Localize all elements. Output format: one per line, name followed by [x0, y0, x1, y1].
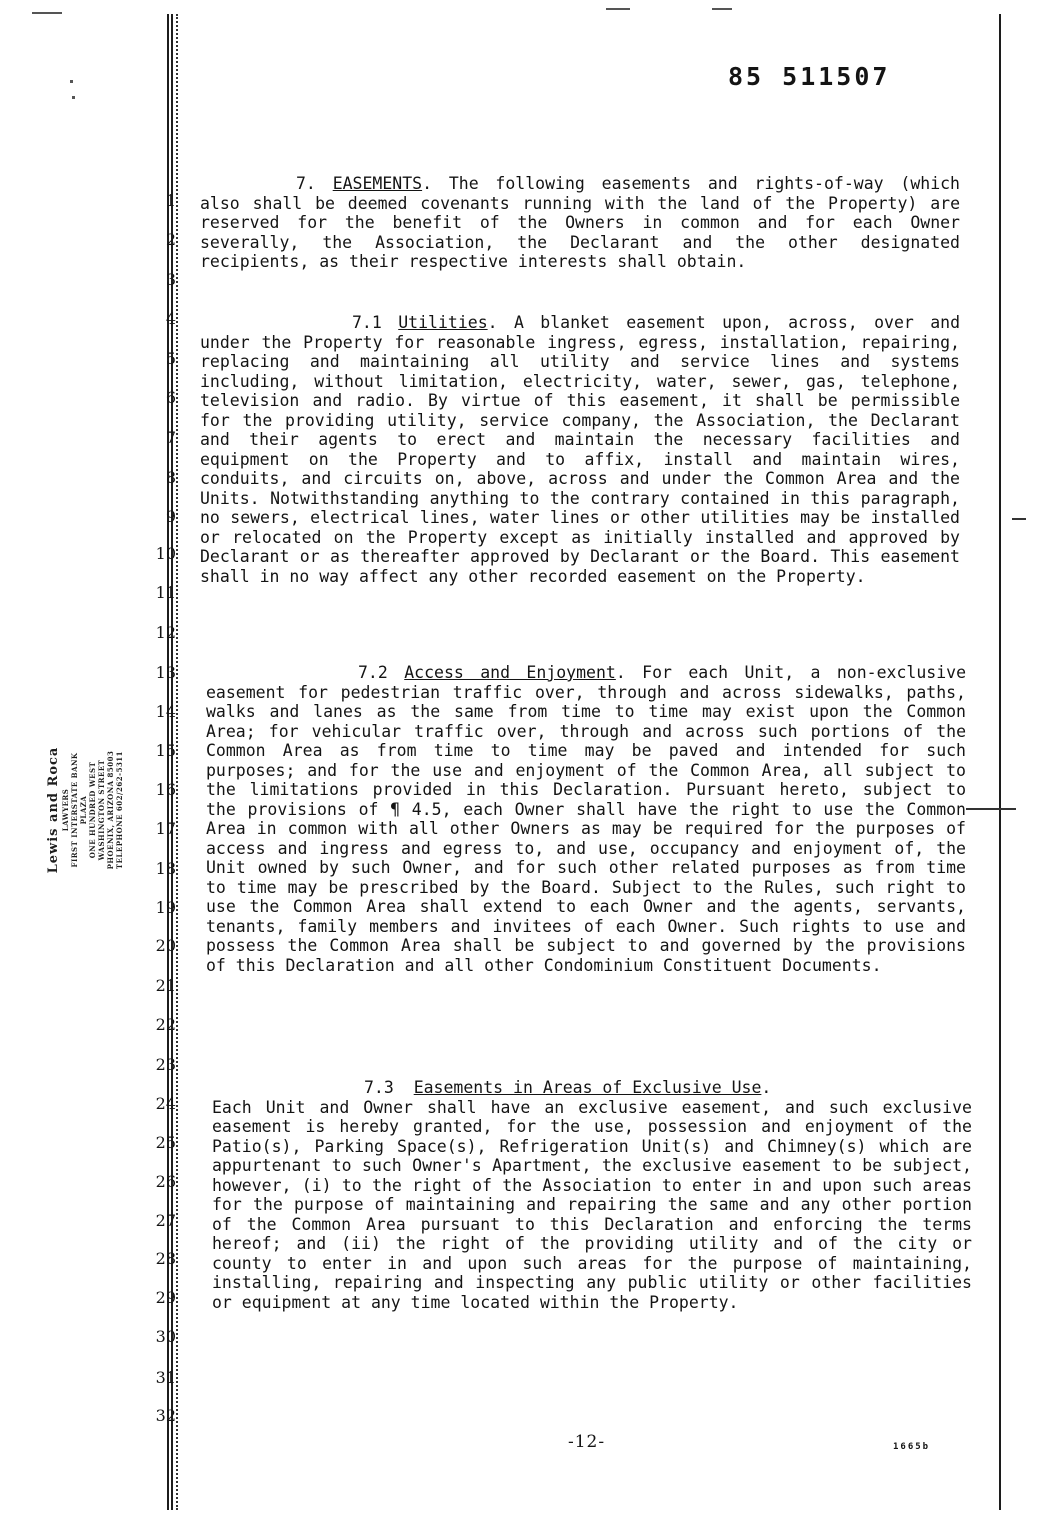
- section-body: . A blanket easement upon, across, over and under the Property for reasonable ingress, egress, installation, repairing, replacing and maintaining all utility and service lines and systems including, without limitation, electricity, water, sewer, gas, telephone, television and radio. By virtue of this easement, it shall be permissible for the providing utility, service company, the Association, the Declarant and their agents to erect and maintain the necessary facilities and equipment on the Property and to affix, install and maintain wires, conduits, and circuits on, above, across and under the Common Area and the Units. Notwithstanding anything to the contrary contained in this paragraph, no sewers, electrical lines, water lines or other utilities may be installed or relocated on the Property except as initially installed and approved by Declarant or as thereafter approved by Declarant or the Board. This easement shall in no way affect any other recorded easement on the Property.: [200, 313, 961, 586]
- section-7-2-access: [206, 663, 966, 975]
- paragraph: [200, 174, 960, 272]
- section-body: Each Unit and Owner shall have an exclusive easement, and such exclusive easement is hereby granted, for the use, possession and enjoyment of the Patio(s), Parking Space(s), Refrigeration Unit(s) and Chimney(s) which are appurtenant to such Owner's Apartment, the exclusive easement to be subject, however, (i) to the right of the Association to enter in and upon such areas for the purpose of maintaining and repairing the same and any other portion of the Common Area pursuant to this Declaration and enforcing the terms hereof; and (ii) the right of the providing utility and of the city or county to enter in and upon such areas for the purpose of maintaining, installing, repairing and inspecting any public utility or other facilities or equipment at any time located within the Property.: [212, 1097, 972, 1312]
- section-number: 7.1: [352, 313, 382, 332]
- section-heading: Easements in Areas of Exclusive Use: [413, 1078, 762, 1097]
- line-number: 30: [155, 1327, 176, 1346]
- page-number: -12-: [568, 1432, 606, 1452]
- section-number: 7.: [296, 174, 316, 193]
- paragraph: [200, 313, 960, 586]
- section-number: 7.2: [358, 663, 388, 682]
- line-number: 27: [155, 1211, 176, 1230]
- line-number: 16: [155, 780, 176, 799]
- line-number: 17: [155, 819, 176, 838]
- corner-mark: 1665b: [893, 1442, 931, 1452]
- line-number: 8: [165, 468, 176, 487]
- section-number: 7.3: [364, 1078, 394, 1097]
- line-number: 3: [165, 270, 176, 289]
- firm-street: ONE HUNDRED WEST WASHINGTON STREET: [88, 759, 106, 861]
- scan-speck: [712, 8, 732, 10]
- section-7-1-utilities: [200, 313, 960, 586]
- section-heading: Utilities: [398, 313, 488, 332]
- right-margin-rule: [999, 14, 1001, 1510]
- line-number: 13: [155, 663, 176, 682]
- line-number: 32: [155, 1406, 176, 1425]
- paragraph: [206, 663, 966, 975]
- line-number: 29: [155, 1288, 176, 1307]
- section-heading: EASEMENTS: [332, 174, 423, 193]
- line-number: 24: [155, 1094, 176, 1113]
- line-number: 22: [155, 1015, 176, 1034]
- line-number: 11: [155, 583, 176, 602]
- line-number: 15: [155, 741, 176, 760]
- line-number: 19: [155, 898, 176, 917]
- line-number: 20: [155, 936, 176, 955]
- margin-mark: [966, 808, 1016, 810]
- line-number: 10: [155, 544, 176, 563]
- line-number: 6: [165, 388, 176, 407]
- section-heading: Access and Enjoyment: [404, 663, 616, 682]
- section-body: . The following easements and rights-of-way (which also shall be deemed covenants running with the land of the Property) are reserved for the benefit of the Owners in common and for each Owner severally, the Association, the Declarant and the other designated recipients, as their respective interests shall obtain.: [200, 174, 960, 271]
- firm-building: FIRST INTERSTATE BANK PLAZA: [70, 752, 88, 868]
- line-number: 23: [155, 1055, 176, 1074]
- line-number: 14: [155, 702, 176, 721]
- line-number: 31: [155, 1368, 176, 1387]
- firm-name: Lewis and Roca: [46, 746, 61, 874]
- section-heading-line: 7.3 Easements in Areas of Exclusive Use.: [364, 1078, 772, 1097]
- firm-city: PHOENIX, ARIZONA 85003: [106, 750, 115, 870]
- line-number: 18: [155, 859, 176, 878]
- line-number: 25: [155, 1133, 176, 1152]
- firm-role: LAWYERS: [61, 788, 70, 832]
- margin-mark: [1012, 518, 1026, 520]
- section-7-easements: [200, 174, 960, 272]
- line-number: 12: [155, 623, 176, 642]
- section-body: . For each Unit, a non-exclusive easement for pedestrian traffic over, through and across sidewalks, paths, walks and lanes as the same from time to time may exist upon the Common Area; for vehicular traffic over, through and across such portions of the Common Area as from time to time may be paved and intended for such purposes; and for the use and enjoyment of the Common Area, all subject to the limitations provided in this Declaration. Pursuant hereto, subject to the provisions of ¶ 4.5, each Owner shall have the right to use the Common Area in common with all other Owners as may be required for the purposes of access and ingress and egress to, and use, occupancy and enjoyment of, the Unit owned by such Owner, and for such other related purposes as from time to time may be prescribed by the Board. Subject to the Rules, such right to use the Common Area shall extend to each Owner and the agents, servants, tenants, family members and invitees of each Owner. Such rights to use and possess the Common Area shall be subject to and governed by the provisions of this Declaration and all other Condominium Constituent Documents.: [206, 663, 967, 975]
- line-number: 1: [165, 191, 176, 210]
- line-number: 7: [165, 428, 176, 447]
- line-number: 9: [165, 507, 176, 526]
- line-number: 26: [155, 1172, 176, 1191]
- section-7-3-exclusive-use: [212, 1078, 972, 1312]
- scan-speck: [606, 8, 630, 10]
- line-number: 4: [165, 309, 176, 328]
- law-firm-stamp: [46, 740, 124, 880]
- line-number: 2: [165, 230, 176, 249]
- line-number: 21: [155, 976, 176, 995]
- document-number: 85 511507: [728, 62, 891, 91]
- line-number: 28: [155, 1249, 176, 1268]
- firm-phone: TELEPHONE 602/262-5311: [115, 750, 124, 870]
- line-number: 5: [165, 349, 176, 368]
